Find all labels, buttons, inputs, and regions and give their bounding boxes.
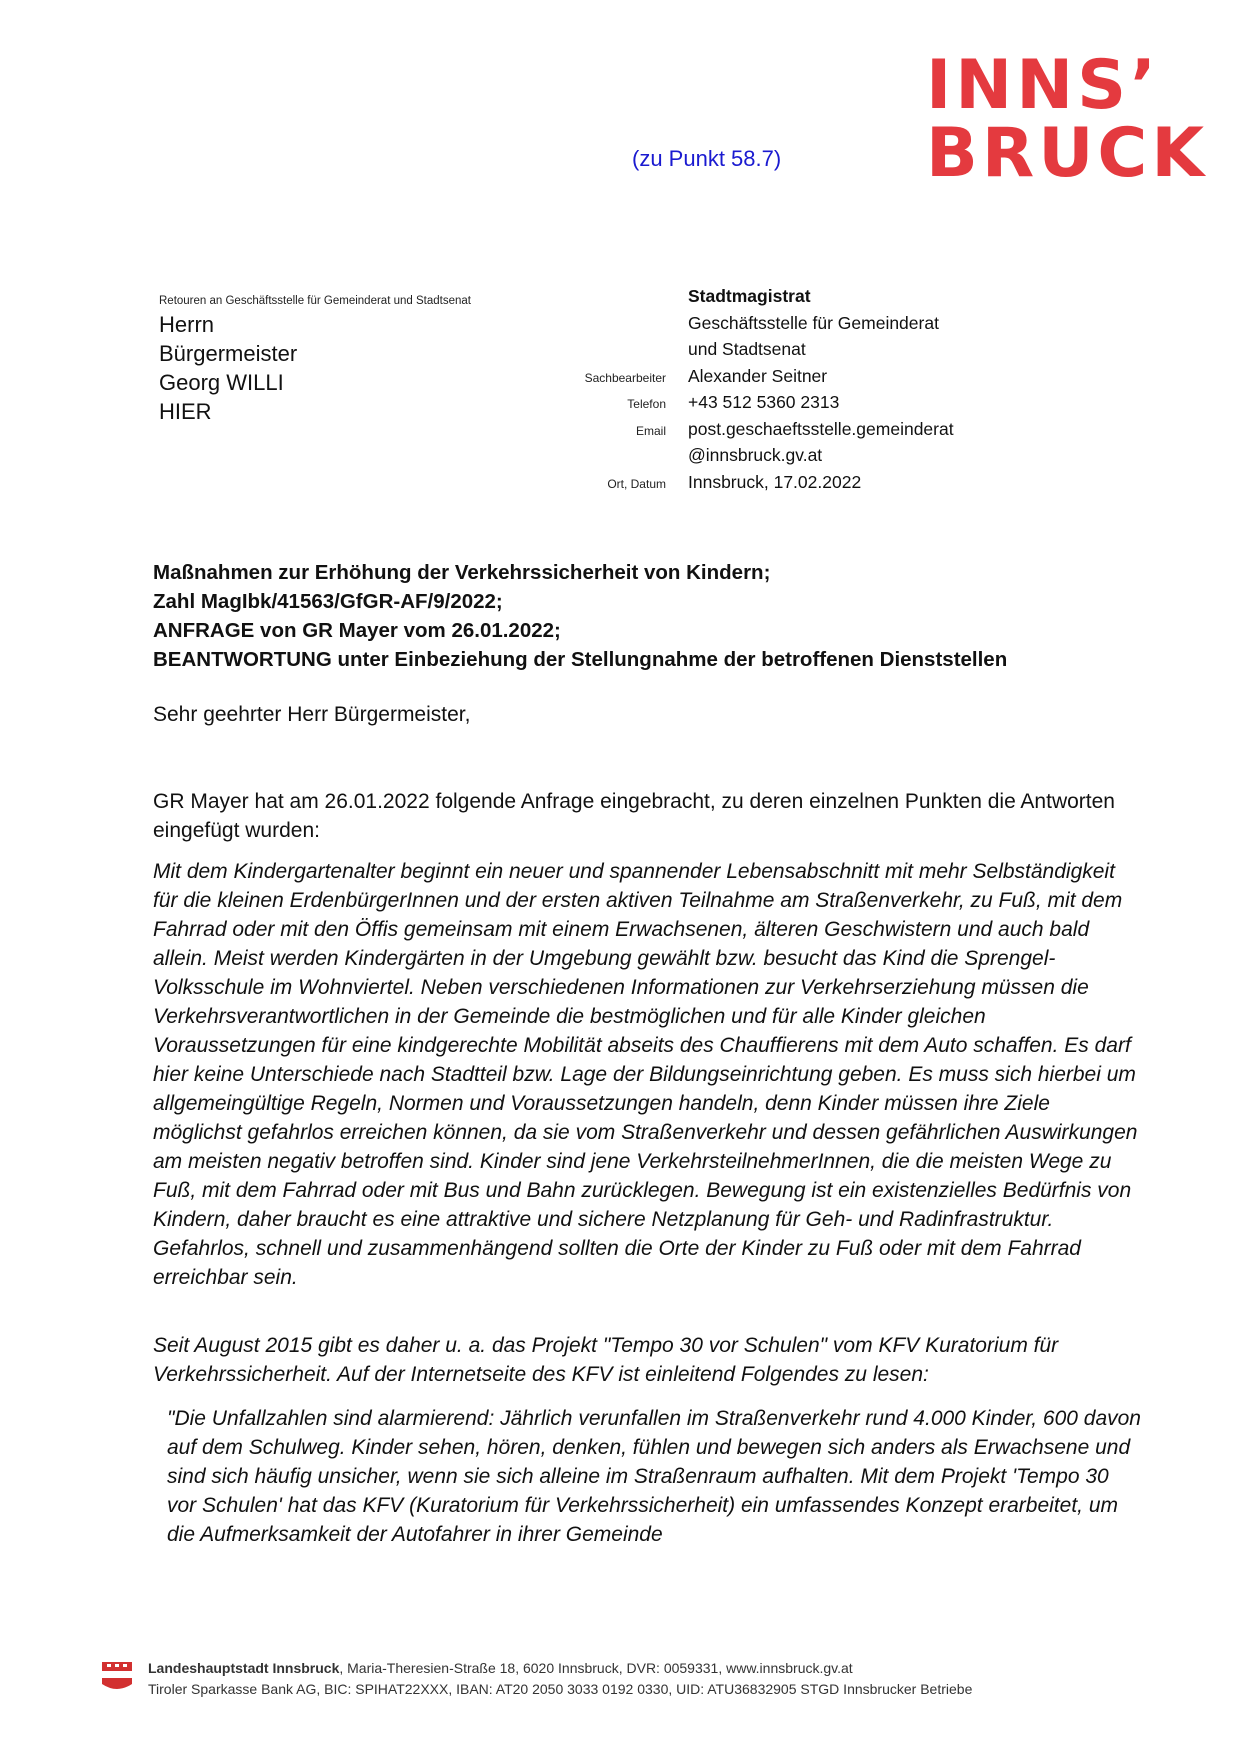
agenda-reference: (zu Punkt 58.7) [632,146,782,171]
footer-bank: Tiroler Sparkasse Bank AG, BIC: SPIHAT22XXX, IBAN: AT20 2050 3033 0192 0330, UID: ATU36832905 STGD Innsbrucker Betriebe [148,1681,973,1697]
sender-org: Stadtmagistrat [688,286,811,306]
telefon-value: +43 512 5360 2313 [688,392,840,412]
ort-datum-value: Innsbruck, 17.02.2022 [688,471,862,492]
footer [102,1658,1182,1700]
email-value-cont: @innsbruck.gv.at [688,445,823,465]
subject-line: Maßnahmen zur Erhöhung der Verkehrssicherheit von Kindern; [153,561,771,584]
innsbruck-logo [926,46,1209,193]
address-line: Herrn [159,312,215,337]
address-line: HIER [159,399,212,424]
logo-line-2: BRUCK [926,114,1209,193]
logo-line-1: INNS’ [926,46,1160,125]
sender-block [564,286,1024,498]
sachbearbeiter-value: Alexander Seitner [688,365,828,386]
recipient-address [159,310,297,426]
quote-paragraph: Mit dem Kindergartenalter beginnt ein neuer und spannender Lebensabschnitt mit mehr Selbständigkeit für die kleinen ErdenbürgerInnen und der ersten aktiven Teilnahme am Straßenverkehr, zu Fuß, mit dem Fahrrad oder mit den Öffis gemeinsam mit einem Erwachsenen, älteren Geschwistern und auch bald allein. Meist werden Kindergärten in der Umgebung gewählt bzw. besucht das Kind die Sprengel-Volksschule im Wohnviertel. Neben verschiedenen Informationen zur Verkehrserziehung müssen die Verkehrsverantwortlichen in der Gemeinde die bestmöglichen und für alle Kinder gleichen Voraussetzungen für eine kindgerechte Mobilität abseits des Chauffierens mit dem Auto schaffen. Es darf hier keine Unterschiede nach Stadtteil bzw. Lage der Bildungseinrichtung geben. Es muss sich hierbei um allgemeingültige Regeln, Normen und Voraussetzungen handeln, denn Kinder müssen ihre Ziele möglichst gefahrlos erreichen können, da sie vom Straßenverkehr und dessen gefährlichen Auswirkungen am meisten negativ betroffen sind. Kinder sind jene VerkehrsteilnehmerInnen, die die meisten Wege zu Fuß, mit dem Fahrrad oder mit Bus und Bahn zurücklegen. Bewegung ist ein existenzielles Bedürfnis von Kindern, daher braucht es eine attraktive und sichere Netzplanung für Geh- und Radinfrastruktur. Gefahrlos, schnell und zusammenhängend sollten die Orte der Kinder zu Fuß oder mit dem Fahrrad erreichbar sein. [153,860,1138,1289]
quote-paragraph: "Die Unfallzahlen sind alarmierend: Jährlich verunfallen im Straßenverkehr rund 4.000 Kinder, 600 davon auf dem Schulweg. Kinder sehen, hören, denken, fühlen und bewegen sich anders als Erwachsene und sind sich häufig unsicher, wenn sie sich alleine im Straßenraum aufhalten. Mit dem Projekt 'Tempo 30 vor Schulen' hat das KFV (Kuratorium für Verkehrssicherheit) ein umfassendes Konzept erarbeitet, um die Aufmerksamkeit der Autofahrer in ihrer Gemeinde [167,1407,1141,1546]
label-telefon: Telefon [627,397,666,411]
intro-paragraph: GR Mayer hat am 26.01.2022 folgende Anfrage eingebracht, zu deren einzelnen Punkten die Antworten eingefügt wurden: [153,790,1115,842]
sender-dept: Geschäftsstelle für Gemeinderat [688,312,939,333]
footer-city: Landeshauptstadt Innsbruck [148,1660,340,1676]
subject-line: BEANTWORTUNG unter Einbeziehung der Stellungnahme der betroffenen Dienststellen [153,648,1008,671]
label-ort-datum: Ort, Datum [607,476,666,491]
email-value: post.geschaeftsstelle.gemeinderat [688,418,954,439]
coat-of-arms-icon [102,1660,132,1694]
address-line: Georg WILLI [159,370,284,395]
subject-line: Zahl MagIbk/41563/GfGR-AF/9/2022; [153,590,503,613]
label-email: Email [635,423,666,438]
quote-paragraph: Seit August 2015 gibt es daher u. a. das Projekt "Tempo 30 vor Schulen" vom KFV Kuratorium für Verkehrssicherheit. Auf der Internetseite des KFV ist einleitend Folgendes zu lesen: [153,1334,1059,1386]
return-address-note: Retouren an Geschäftsstelle für Gemeinderat und Stadtsenat [159,295,471,307]
address-line: Bürgermeister [159,341,298,366]
salutation: Sehr geehrter Herr Bürgermeister, [153,703,471,726]
footer-address: , Maria-Theresien-Straße 18, 6020 Innsbruck, DVR: 0059331, www.innsbruck.gv.at [339,1660,853,1676]
subject-block [153,558,1007,674]
subject-line: ANFRAGE von GR Mayer vom 26.01.2022; [153,619,561,642]
label-sachbearbeiter: Sachbearbeiter [584,370,666,385]
sender-dept: und Stadtsenat [688,339,806,359]
